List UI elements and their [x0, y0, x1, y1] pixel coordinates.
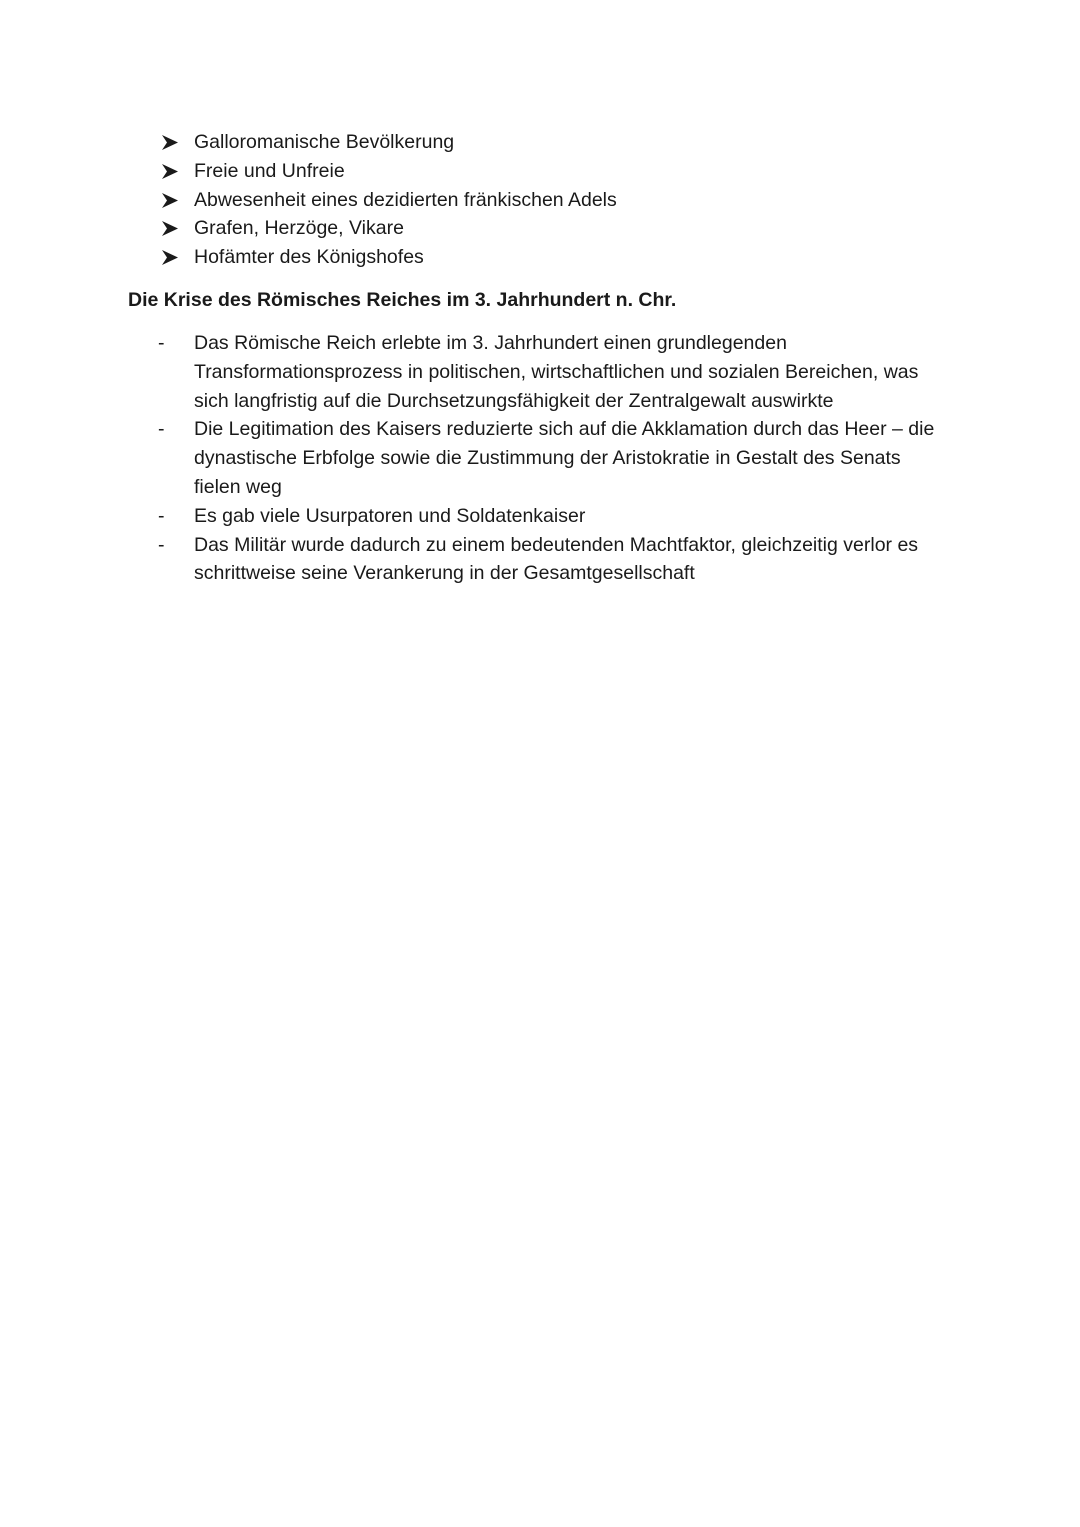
text-line: Es gab viele Usurpatoren und Soldatenkaiser [194, 504, 586, 527]
dash-list-item-text [194, 415, 955, 501]
arrow-list-item-text: Freie und Unfreie [194, 159, 345, 182]
dash-list-item [155, 329, 955, 415]
arrowhead-bullet-icon [162, 193, 178, 208]
arrow-list-item-text: Abwesenheit eines dezidierten fränkischen Adels [194, 188, 617, 211]
dash-list-item-text [194, 329, 955, 415]
text-line: Transformationsprozess in politischen, wirtschaftlichen und sozialen Bereichen, was [194, 360, 919, 383]
arrowhead-bullet-icon [162, 221, 178, 236]
dash-list-item [155, 502, 955, 531]
arrow-list-item-text: Grafen, Herzöge, Vikare [194, 217, 404, 240]
dash-bullet-icon: - [158, 533, 165, 556]
arrowhead-bullet-icon [162, 164, 178, 179]
text-line: sich langfristig auf die Durchsetzungsfähigkeit der Zentralgewalt auswirkte [194, 389, 834, 412]
dash-list-item-text [194, 531, 955, 589]
dash-bullet-icon: - [158, 332, 165, 354]
arrowhead-bullet-icon [162, 250, 178, 265]
dash-bullet-icon: - [158, 418, 165, 441]
dash-list-item [155, 531, 955, 589]
section-heading: Die Krise des Römisches Reiches im 3. Jahrhundert n. Chr. [128, 289, 677, 311]
arrowhead-bullet-icon [162, 135, 178, 150]
text-line: Das Militär wurde dadurch zu einem bedeutenden Machtfaktor, gleichzeitig verlor es [194, 533, 919, 556]
dash-list-item [155, 415, 955, 501]
text-line: schrittweise seine Verankerung in der Gesamtgesellschaft [194, 562, 695, 585]
text-line: fielen weg [194, 475, 282, 498]
dash-bullet-icon: - [158, 504, 165, 527]
arrow-list-item-text: Galloromanische Bevölkerung [194, 131, 455, 153]
dash-bullet-list [155, 329, 955, 588]
text-line: Die Legitimation des Kaisers reduzierte sich auf die Akklamation durch das Heer – die [194, 418, 935, 441]
dash-list-item-text [194, 502, 955, 531]
text-line: dynastische Erbfolge sowie die Zustimmung der Aristokratie in Gestalt des Senats [194, 447, 901, 470]
arrow-list-item-text: Hofämter des Königshofes [194, 246, 424, 269]
text-line: Das Römische Reich erlebte im 3. Jahrhundert einen grundlegenden [194, 332, 787, 354]
